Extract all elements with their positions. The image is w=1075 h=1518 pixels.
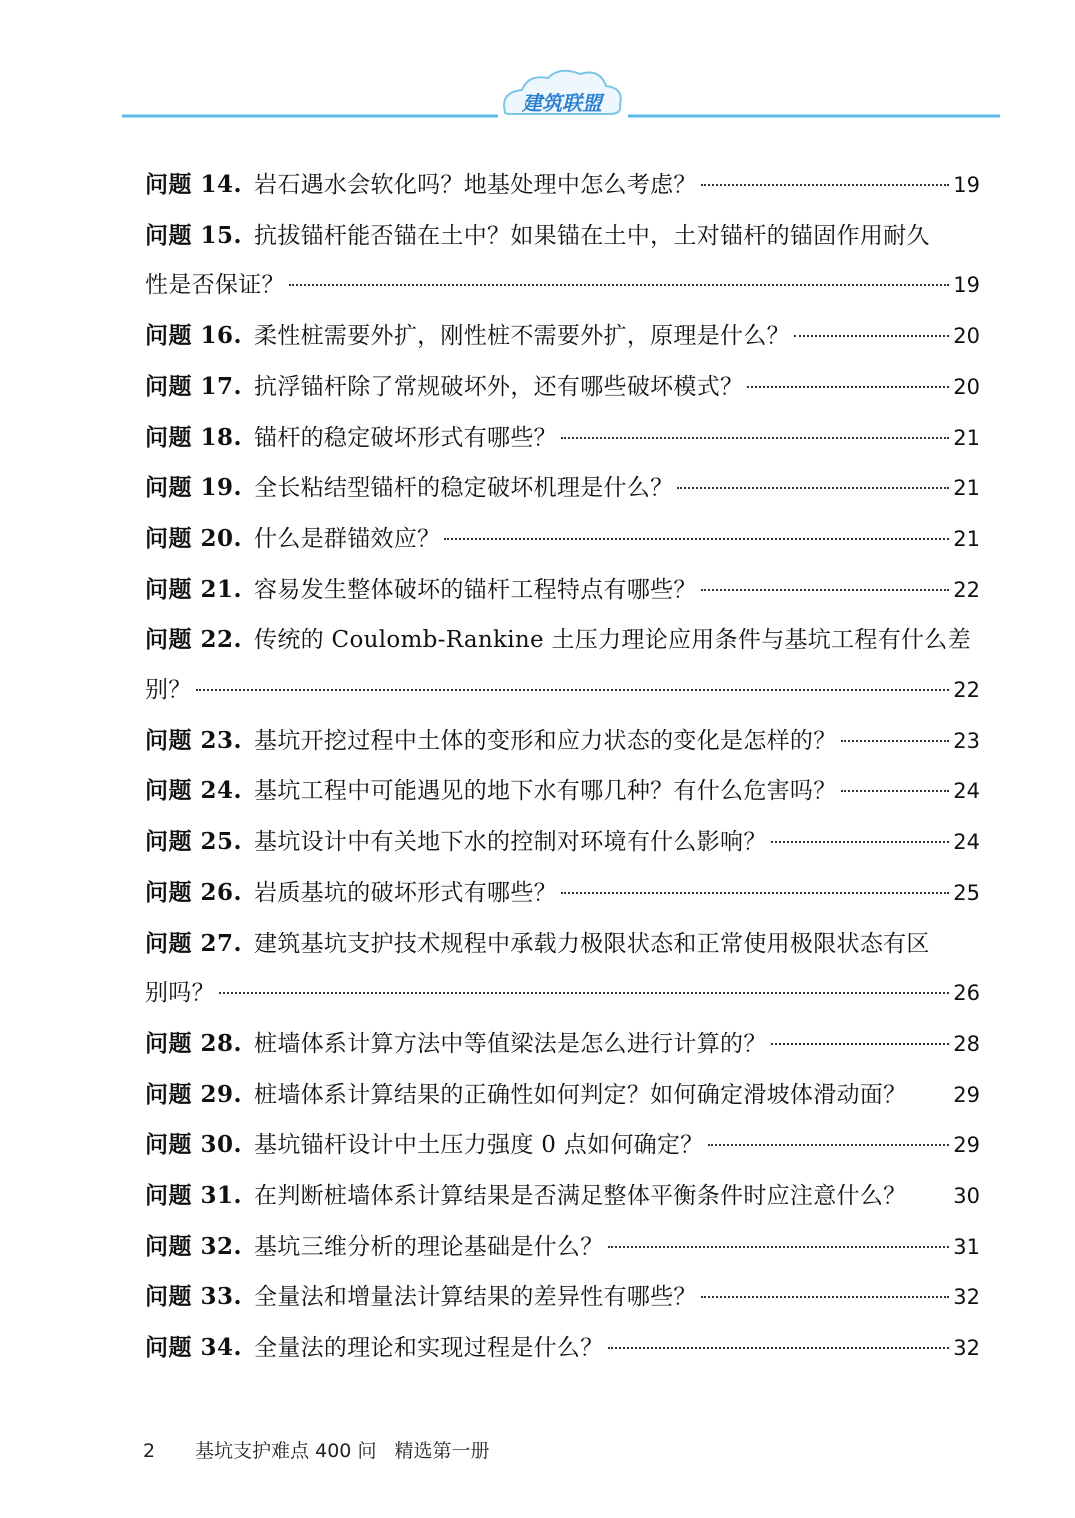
page-number: 24 <box>953 830 980 855</box>
toc-entry-line <box>145 211 980 262</box>
question-text: 岩质基坑的破坏形式有哪些？ <box>254 879 557 906</box>
page-number: 29 <box>953 1133 980 1158</box>
toc-entry[interactable] <box>145 766 980 817</box>
dot-leader <box>561 869 949 894</box>
logo-text: 建筑联盟 <box>522 91 602 115</box>
page-number: 22 <box>953 678 980 703</box>
dot-leader <box>677 464 949 489</box>
toc-entry-line <box>145 413 980 464</box>
question-text: 基坑开挖过程中土体的变形和应力状态的变化是怎样的？ <box>254 727 837 754</box>
toc-entry[interactable] <box>145 514 980 565</box>
toc-entry[interactable] <box>145 1323 980 1374</box>
toc-entry-line <box>145 565 980 616</box>
question-text: 什么是群锚效应？ <box>254 525 441 552</box>
page-header <box>0 0 1075 130</box>
dot-leader <box>794 312 949 337</box>
header-graphic <box>0 0 1075 130</box>
question-text: 柔性桩需要外扩，刚性桩不需要外扩，原理是什么？ <box>254 323 790 350</box>
dot-leader <box>608 1223 950 1248</box>
toc-entry-line <box>145 1272 980 1323</box>
question-number: 问题 33. <box>145 1283 243 1311</box>
toc-entry[interactable] <box>145 1272 980 1323</box>
toc-entry[interactable] <box>145 1222 980 1273</box>
toc-entry-line <box>145 1120 980 1171</box>
page-number: 25 <box>953 880 980 905</box>
toc-entry-line <box>145 716 980 767</box>
question-number: 问题 18. <box>145 423 243 451</box>
toc-entry-line <box>145 514 980 565</box>
page-number: 26 <box>953 981 980 1006</box>
question-text: 在判断桩墙体系计算结果是否满足整体平衡条件时应注意什么？ <box>254 1183 907 1210</box>
dot-leader <box>708 1121 950 1146</box>
question-text: 别吗？ <box>145 980 215 1007</box>
dot-leader <box>771 818 950 843</box>
toc-entry-line <box>145 160 980 211</box>
dot-leader <box>841 717 950 742</box>
question-number: 问题 21. <box>145 575 243 603</box>
question-text: 基坑设计中有关地下水的控制对环境有什么影响？ <box>254 829 767 856</box>
dot-leader <box>561 414 949 439</box>
question-text: 全量法和增量法计算结果的差异性有哪些？ <box>254 1284 697 1311</box>
page-number: 19 <box>953 173 980 197</box>
question-text: 抗拔锚杆能否锚在土中？如果锚在土中，土对锚杆的锚固作用耐久 <box>254 222 930 249</box>
page-number: 24 <box>953 779 980 804</box>
dot-leader <box>701 1273 950 1298</box>
page-footer <box>143 1436 489 1463</box>
toc-entry-line <box>145 362 980 413</box>
toc-entry[interactable] <box>145 463 980 514</box>
cloud-logo-icon <box>504 71 621 115</box>
question-number: 问题 30. <box>145 1131 243 1159</box>
question-text: 容易发生整体破坏的锚杆工程特点有哪些？ <box>254 576 697 603</box>
question-text: 基坑三维分析的理论基础是什么？ <box>254 1233 604 1260</box>
question-number: 问题 26. <box>145 878 243 906</box>
toc-entry[interactable] <box>145 1019 980 1070</box>
page-number: 22 <box>953 577 980 602</box>
page-number: 21 <box>953 476 980 501</box>
toc-entry[interactable] <box>145 1171 980 1222</box>
dot-leader <box>196 666 950 691</box>
question-text: 全长粘结型锚杆的稳定破坏机理是什么？ <box>254 475 674 502</box>
question-number: 问题 34. <box>145 1334 243 1362</box>
question-number: 问题 31. <box>145 1182 243 1210</box>
toc-entry[interactable] <box>145 311 980 362</box>
footer-book-title: 基坑支护难点 400 问 <box>195 1440 377 1462</box>
toc-entry-line <box>145 1222 980 1273</box>
question-text: 桩墙体系计算结果的正确性如何判定？如何确定滑坡体滑动面？ <box>254 1081 907 1108</box>
page-number: 23 <box>953 728 980 753</box>
toc-entry-line <box>145 463 980 514</box>
dot-leader <box>444 515 949 540</box>
page-number: 19 <box>953 273 980 298</box>
dot-leader <box>841 767 950 792</box>
toc-entry[interactable] <box>145 817 980 868</box>
page-number: 30 <box>953 1184 980 1209</box>
page-number: 28 <box>953 1031 980 1056</box>
toc-entry[interactable] <box>145 362 980 413</box>
toc-entry-line <box>145 969 980 1019</box>
question-number: 问题 19. <box>145 474 243 502</box>
toc-entry[interactable] <box>145 413 980 464</box>
question-text: 建筑基坑支护技术规程中承载力极限状态和正常使用极限状态有区 <box>254 930 930 957</box>
question-number: 问题 22. <box>145 626 243 654</box>
toc-entry-line <box>145 766 980 817</box>
toc-entry[interactable] <box>145 1120 980 1171</box>
question-number: 问题 16. <box>145 322 243 350</box>
footer-page-number: 2 <box>143 1440 156 1462</box>
toc-entry-line <box>145 311 980 362</box>
question-text: 基坑锚杆设计中土压力强度 0 点如何确定？ <box>254 1132 704 1159</box>
question-number: 问题 17. <box>145 372 243 400</box>
question-number: 问题 27. <box>145 929 243 957</box>
question-number: 问题 23. <box>145 726 243 754</box>
page-number: 31 <box>953 1234 980 1259</box>
toc-entry[interactable] <box>145 1070 980 1121</box>
toc-entry-line <box>145 868 980 919</box>
page-number: 20 <box>953 374 980 399</box>
question-text: 性是否保证？ <box>145 272 285 299</box>
toc-entry[interactable] <box>145 615 980 715</box>
toc-entry[interactable] <box>145 160 980 211</box>
toc-entry[interactable] <box>145 565 980 616</box>
toc-entry-line <box>145 817 980 868</box>
dot-leader <box>219 969 949 994</box>
toc-entry-line <box>145 1019 980 1070</box>
question-text: 抗浮锚杆除了常规破坏外，还有哪些破坏模式？ <box>254 373 744 400</box>
toc-entry[interactable] <box>145 211 980 311</box>
dot-leader <box>747 363 949 388</box>
question-text: 锚杆的稳定破坏形式有哪些？ <box>254 424 557 451</box>
question-text: 全量法的理论和实现过程是什么？ <box>254 1335 604 1362</box>
dot-leader <box>771 1020 950 1045</box>
dot-leader <box>701 566 950 591</box>
question-number: 问题 14. <box>145 171 243 198</box>
toc-entry-line <box>145 615 980 666</box>
toc-entry[interactable] <box>145 868 980 919</box>
page-number: 32 <box>953 1336 980 1361</box>
page-number: 21 <box>953 425 980 450</box>
question-number: 问题 20. <box>145 524 243 552</box>
page-number: 29 <box>953 1082 980 1107</box>
toc-entry-line <box>145 1171 980 1222</box>
toc-entry-line <box>145 261 980 311</box>
table-of-contents <box>145 160 980 1374</box>
toc-entry-line <box>145 666 980 716</box>
question-number: 问题 25. <box>145 828 243 856</box>
question-number: 问题 32. <box>145 1232 243 1260</box>
page-number: 20 <box>953 324 980 349</box>
toc-entry[interactable] <box>145 919 980 1019</box>
toc-entry[interactable] <box>145 716 980 767</box>
question-number: 问题 15. <box>145 221 243 249</box>
question-text: 基坑工程中可能遇见的地下水有哪几种？有什么危害吗？ <box>254 778 837 805</box>
toc-entry-line <box>145 919 980 970</box>
question-text: 传统的 Coulomb-Rankine 土压力理论应用条件与基坑工程有什么差 <box>254 627 971 654</box>
question-number: 问题 28. <box>145 1029 243 1057</box>
footer-volume: 精选第一册 <box>394 1440 490 1462</box>
question-text: 岩石遇水会软化吗？地基处理中怎么考虑？ <box>254 172 697 198</box>
dot-leader <box>701 161 950 186</box>
dot-leader <box>289 261 949 286</box>
question-text: 桩墙体系计算方法中等值梁法是怎么进行计算的？ <box>254 1030 767 1057</box>
question-number: 问题 24. <box>145 777 243 805</box>
toc-entry-line <box>145 1070 980 1121</box>
toc-entry-line <box>145 1323 980 1374</box>
question-number: 问题 29. <box>145 1080 243 1108</box>
dot-leader <box>608 1324 950 1349</box>
page-number: 32 <box>953 1285 980 1310</box>
question-text: 别？ <box>145 677 192 704</box>
page-number: 21 <box>953 526 980 551</box>
